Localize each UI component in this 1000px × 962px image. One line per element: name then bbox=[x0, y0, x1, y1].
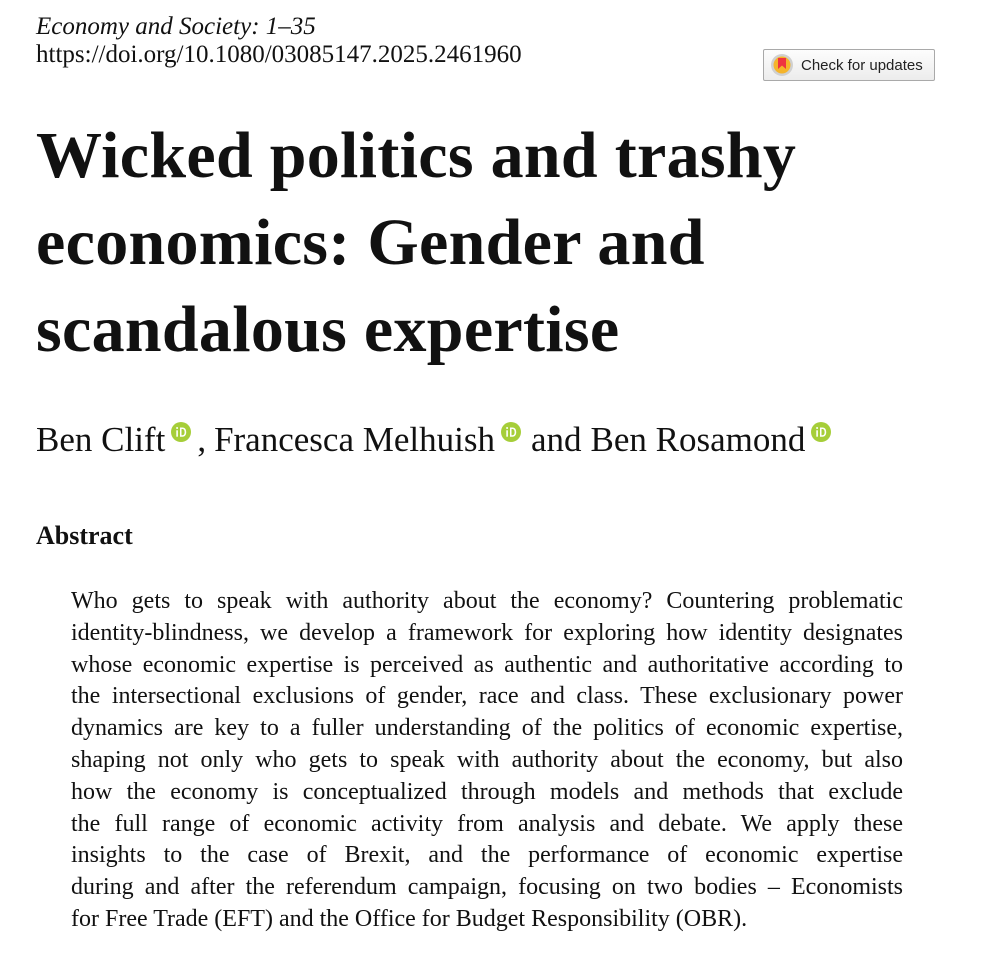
abstract-heading: Abstract bbox=[36, 521, 133, 550]
orcid-icon[interactable] bbox=[811, 422, 831, 442]
check-for-updates-button[interactable] bbox=[763, 49, 935, 81]
doi-link[interactable]: https://doi.org/10.1080/03085147.2025.2461960 bbox=[36, 41, 522, 68]
abstract-line: how the economy is conceptualized through models and methods that exclude bbox=[71, 778, 903, 805]
abstract-line: for Free Trade (EFT) and the Office for Budget Responsibility (OBR). bbox=[71, 905, 748, 932]
article-title bbox=[36, 112, 956, 373]
author-name[interactable]: Ben Clift bbox=[36, 420, 166, 459]
author-separator: , bbox=[197, 420, 207, 459]
author-list bbox=[36, 418, 837, 462]
abstract-line: during and after the referendum campaign, focusing on two bodies – Economists bbox=[71, 874, 903, 901]
author-separator: and bbox=[530, 420, 582, 459]
abstract-body bbox=[71, 586, 903, 936]
abstract-line: the intersectional exclusions of gender, race and class. These exclusionary power bbox=[71, 683, 903, 710]
abstract-line: Who gets to speak with authority about the economy? Countering problematic bbox=[71, 588, 903, 614]
check-for-updates-label: Check for updates bbox=[801, 56, 923, 74]
orcid-icon[interactable] bbox=[501, 422, 521, 442]
author-name[interactable]: Ben Rosamond bbox=[590, 420, 806, 459]
abstract-line: shaping not only who gets to speak with authority about the economy, but also bbox=[71, 746, 903, 773]
crossmark-icon bbox=[770, 53, 794, 77]
title-line: economics: Gender and bbox=[36, 206, 705, 279]
author-name[interactable]: Francesca Melhuish bbox=[214, 420, 495, 459]
title-line: Wicked politics and trashy bbox=[36, 119, 797, 192]
title-line: scandalous expertise bbox=[36, 293, 620, 366]
journal-citation: Economy and Society: 1–35 bbox=[36, 13, 316, 40]
abstract-line: insights to the case of Brexit, and the performance of economic expertise bbox=[71, 842, 903, 869]
orcid-icon[interactable] bbox=[171, 422, 191, 442]
abstract-line: dynamics are key to a fuller understanding of the politics of economic expertise, bbox=[71, 715, 903, 742]
abstract-line: whose economic expertise is perceived as authentic and authoritative according to bbox=[71, 651, 903, 678]
abstract-line: identity-blindness, we develop a framework for exploring how identity designates bbox=[71, 619, 903, 646]
abstract-line: the full range of economic activity from analysis and debate. We apply these bbox=[71, 810, 903, 837]
